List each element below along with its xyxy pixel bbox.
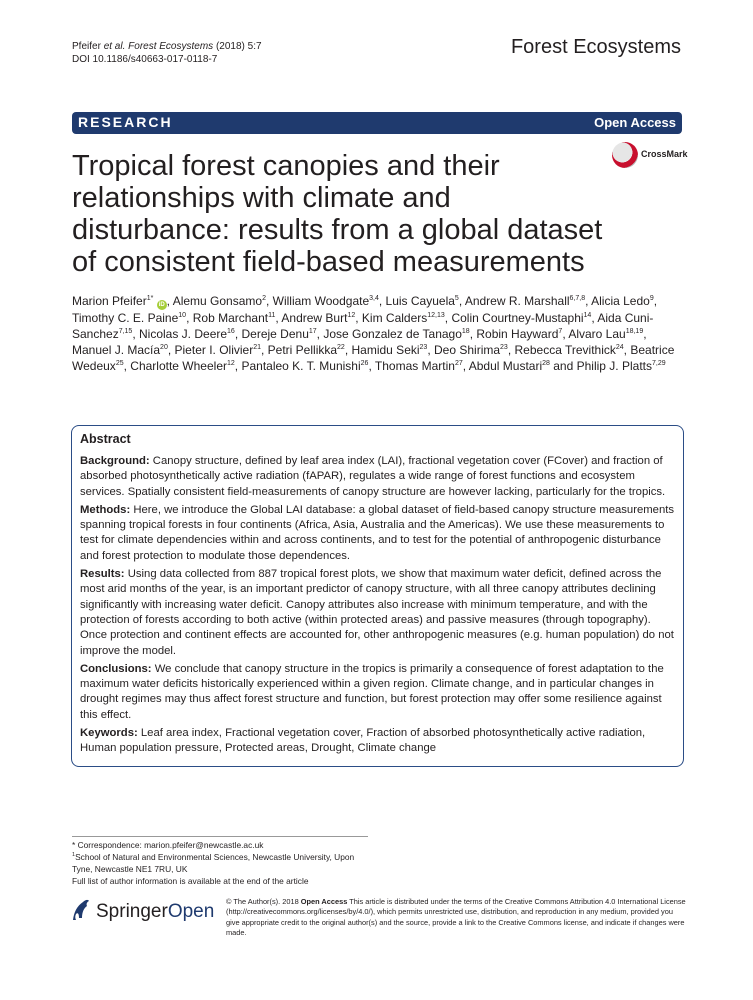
author-text: Alemu Gonsamo bbox=[172, 294, 263, 308]
abstract-results bbox=[80, 567, 676, 659]
author-affiliation: 18,19 bbox=[625, 328, 644, 335]
springer-horse-icon bbox=[70, 897, 92, 923]
author-name bbox=[323, 327, 469, 341]
author-name bbox=[72, 311, 186, 325]
author-name bbox=[130, 359, 235, 373]
author-name bbox=[268, 343, 345, 357]
license-notice bbox=[226, 897, 686, 938]
author-affiliation: 23 bbox=[419, 344, 428, 351]
author-text: Timothy C. E. Paine bbox=[72, 311, 179, 325]
author-text: Luis Cayuela bbox=[385, 294, 455, 308]
open-text: Open bbox=[167, 901, 215, 922]
author-text: Deo Shirima bbox=[434, 343, 501, 357]
author-text: Dereje Denu bbox=[241, 327, 309, 341]
author-affiliation: 20 bbox=[160, 344, 168, 351]
article-title: Tropical forest canopies and their relationships with climate and disturbance: results from a global dataset of consistent field-based measurements bbox=[72, 150, 603, 278]
crossmark-badge[interactable] bbox=[612, 142, 688, 170]
author-name bbox=[451, 311, 591, 325]
affiliation-note bbox=[72, 851, 372, 875]
author-text: Nicolas J. Deere bbox=[139, 327, 228, 341]
author-text: Alvaro Lau bbox=[568, 327, 626, 341]
abstract-heading: Abstract bbox=[80, 432, 131, 446]
article-type-label: RESEARCH bbox=[78, 114, 173, 130]
open-access-label: Open Access bbox=[594, 115, 676, 130]
author-affiliation: 12,13 bbox=[427, 312, 445, 319]
doi: DOI 10.1186/s40663-017-0118-7 bbox=[72, 54, 218, 65]
springer-open-wordmark bbox=[96, 901, 214, 923]
author-name bbox=[515, 343, 624, 357]
author-name bbox=[591, 294, 654, 308]
author-text: Alicia Ledo bbox=[591, 294, 650, 308]
section-text: Leaf area index, Fractional vegetation cover, Fraction of absorbed photosynthetically active radiation, Human population pressure, Protected areas, Drought, Climate change bbox=[80, 727, 646, 755]
author-text: Aida Cuni-Sanchez bbox=[72, 311, 654, 341]
author-text: Hamidu Seki bbox=[351, 343, 420, 357]
copyright-text: © The Author(s). 2018 bbox=[226, 897, 301, 906]
author-affiliation: 28 bbox=[542, 360, 550, 367]
author-affiliation: 2 bbox=[262, 295, 266, 302]
section-label: Keywords: bbox=[80, 727, 138, 740]
section-text: Canopy structure, defined by leaf area index (LAI), fractional vegetation cover (FCover) and fraction of absorbed photosynthetically active radiation (fAPAR), regulates a wide range of forest functions and ecosystem services. Spatially consistent field-measurements of canopy structure are however lacking, particularly for the tropics. bbox=[80, 455, 666, 498]
author-name bbox=[281, 311, 355, 325]
open-access-bold: Open Access bbox=[300, 897, 348, 906]
author-name bbox=[173, 294, 266, 308]
abstract-background bbox=[80, 454, 676, 500]
abstract-box bbox=[71, 425, 684, 767]
author-name bbox=[352, 343, 428, 357]
author-affiliation: 7 bbox=[558, 328, 563, 335]
author-text: Charlotte Wheeler bbox=[130, 359, 227, 373]
author-affiliation: 11 bbox=[268, 312, 276, 319]
footnotes bbox=[72, 839, 372, 887]
author-text: Pantaleo K. T. Munishi bbox=[241, 359, 361, 373]
correspondence: * Correspondence: marion.pfeifer@newcastle.ac.uk bbox=[72, 840, 264, 850]
author-text: William Woodgate bbox=[272, 294, 370, 308]
affiliation-text: School of Natural and Environmental Sciences, Newcastle University, Upon Tyne, Newcastle NE1 7RU, UK bbox=[72, 852, 355, 874]
author-name bbox=[577, 359, 666, 373]
author-name bbox=[465, 294, 585, 308]
author-affiliation: 22 bbox=[337, 344, 345, 351]
author-affiliation: 21 bbox=[253, 344, 261, 351]
author-text: Manuel J. Macía bbox=[72, 343, 161, 357]
crossmark-icon bbox=[612, 142, 638, 168]
author-name bbox=[386, 294, 459, 308]
author-affiliation: 6,7,8 bbox=[569, 295, 586, 302]
author-text: Pieter I. Olivier bbox=[174, 343, 254, 357]
abstract-conclusions bbox=[80, 662, 676, 723]
orcid-icon[interactable]: iD bbox=[158, 302, 165, 308]
article-type-bar bbox=[72, 112, 682, 134]
author-name bbox=[434, 343, 508, 357]
author-affiliation: 10 bbox=[178, 312, 187, 319]
author-text: Marion Pfeifer bbox=[72, 294, 147, 308]
author-name bbox=[375, 359, 463, 373]
citation-volume: (2018) 5:7 bbox=[213, 41, 262, 52]
author-affiliation: 1* bbox=[146, 295, 154, 302]
affiliation-number: 1 bbox=[72, 852, 76, 859]
author-affiliation: 16 bbox=[227, 328, 235, 335]
author-text: Petri Pellikka bbox=[267, 343, 338, 357]
author-name bbox=[273, 294, 379, 308]
citation-header bbox=[72, 40, 262, 66]
author-name bbox=[139, 327, 235, 341]
author-name bbox=[362, 311, 445, 325]
section-text: Using data collected from 887 tropical forest plots, we show that maximum water deficit, defined across the most arid months of the year, is an important predictor of canopy structure, with all three canopy attributes declining significantly with increasing water deficit. Canopy attributes also increase with minimum temperature, and with the protection of forests according to both active (within protected areas) and passive measures (through topography). Once protection and continent effects are accounted for, other anthropogenic measures (e.g. human population) do not improve the model. bbox=[80, 568, 674, 657]
author-text: Beatrice Wedeux bbox=[72, 343, 675, 373]
author-text: Abdul Mustari bbox=[468, 359, 543, 373]
author-affiliation: 17 bbox=[308, 328, 317, 335]
author-affiliation: 27 bbox=[454, 360, 463, 367]
author-affiliation: 23 bbox=[500, 344, 508, 351]
author-affiliation: 5 bbox=[454, 295, 459, 302]
springer-open-logo[interactable] bbox=[68, 897, 218, 927]
author-text: Andrew Burt bbox=[281, 311, 348, 325]
author-affiliation: 7,15 bbox=[118, 328, 133, 335]
author-name bbox=[72, 294, 167, 308]
author-affiliation: 25 bbox=[115, 360, 124, 367]
author-text: Andrew R. Marshall bbox=[464, 294, 570, 308]
abstract-methods bbox=[80, 503, 676, 564]
author-name bbox=[476, 327, 562, 341]
author-affiliation: 12 bbox=[227, 360, 235, 367]
journal-name: Forest Ecosystems bbox=[510, 36, 681, 58]
author-text: Thomas Martin bbox=[374, 359, 455, 373]
author-list: Marion Pfeifer$^{1*}$ iD , Alemu Gonsamo$^2$, William Woodgate$^{3,4}$, Luis Cayuela$^5$, Andrew R. Marshall$^{6,7,8}$, Alicia Ledo$^9$, Timothy C. E. Paine$^{10}$, Rob Marchant$^{11}$, Andrew Burt$^{12}$, Kim Calders$^{12,13}$, Colin Courtney-Mustaphi$^{14}$, Aida Cuni-Sanchez$^{7,15}$, Nicolas J. Deere$^{16}$, Dereje Denu$^{17}$, Jose Gonzalez de Tanago$^{18}$, Robin Hayward$^7$, Alvaro Lau$^{18,19}$, Manuel J. Macía$^{20}$, Pieter I. Olivier$^{21}$, Petri Pellikka$^{22}$, Hamidu Seki$^{23}$, Deo Shirima$^{23}$, Rebecca Trevithick$^{24}$, Beatrice Wedeux$^{25}$, Charlotte Wheeler$^{12}$, Pantaleo K. T. Munishi$^{26}$, Thomas Martin$^{27}$, Abdul Mustari$^{28}$ and Philip J. Platts$^{7,29}$ bbox=[72, 294, 675, 373]
abstract-body bbox=[80, 454, 676, 760]
section-label: Results: bbox=[80, 568, 125, 581]
author-affiliation: 7,29 bbox=[652, 360, 666, 367]
author-name bbox=[469, 359, 550, 373]
author-affiliation: 14 bbox=[583, 312, 592, 319]
section-label: Methods: bbox=[80, 503, 131, 516]
author-text: Colin Courtney-Mustaphi bbox=[451, 311, 584, 325]
author-text: Robin Hayward bbox=[476, 327, 559, 341]
author-text: Rob Marchant bbox=[192, 311, 269, 325]
full-list-note: Full list of author information is available at the end of the article bbox=[72, 876, 309, 886]
citation-journal: et al. Forest Ecosystems bbox=[103, 41, 214, 52]
author-affiliation: 18 bbox=[461, 328, 470, 335]
author-text: Kim Calders bbox=[361, 311, 428, 325]
author-affiliation: 26 bbox=[360, 360, 369, 367]
springer-text: Springer bbox=[96, 901, 168, 922]
author-name bbox=[242, 327, 317, 341]
section-text: Here, we introduce the Global LAI database: a global dataset of field-based canopy structure measurements spanning tropical forests in four continents (Africa, Asia, Australia and the Americas). We use these measurements to test for climate dependencies within and across continents, and to test for the potential of anthropogenic disturbance and forest protection to modulate those dependences. bbox=[80, 503, 675, 562]
author-text: Rebecca Trevithick bbox=[514, 343, 616, 357]
author-name bbox=[72, 343, 168, 357]
citation-line bbox=[72, 40, 262, 53]
section-label: Background: bbox=[80, 455, 150, 467]
author-text: Jose Gonzalez de Tanago bbox=[323, 327, 462, 341]
author-affiliation: 12 bbox=[347, 312, 356, 319]
citation-author: Pfeifer bbox=[72, 41, 104, 52]
author-text: Philip J. Platts bbox=[576, 359, 652, 373]
section-text: We conclude that canopy structure in the tropics is primarily a consequence of forest adaptation to the maximum water deficits historically experienced within a given region. Climate change, and in particular changes in drought regimes may thus affect forest structure and function, but forest protection may offer some resilience against this effect. bbox=[80, 662, 664, 721]
author-affiliation: 3,4 bbox=[369, 295, 379, 302]
footnote-divider bbox=[72, 836, 368, 837]
author-affiliation: 24 bbox=[615, 344, 624, 351]
author-name bbox=[241, 359, 368, 373]
license-text: This article is distributed under the terms of the Creative Commons Attribution 4.0 International License (http://creativecommons.org/licenses/by/4.0/), which permits unrestricted use, distribution, and reproduction in any medium, provided you give appropriate credit to the original author(s) and the source, provide a link to the Creative Commons license, and indicate if changes were made. bbox=[226, 897, 686, 937]
abstract-keywords bbox=[80, 726, 676, 757]
author-name bbox=[568, 327, 643, 341]
author-affiliation: 9 bbox=[649, 295, 654, 302]
section-label: Conclusions: bbox=[80, 662, 152, 675]
author-name bbox=[193, 311, 276, 325]
crossmark-label: CrossMark bbox=[641, 149, 688, 159]
author-name bbox=[175, 343, 261, 357]
